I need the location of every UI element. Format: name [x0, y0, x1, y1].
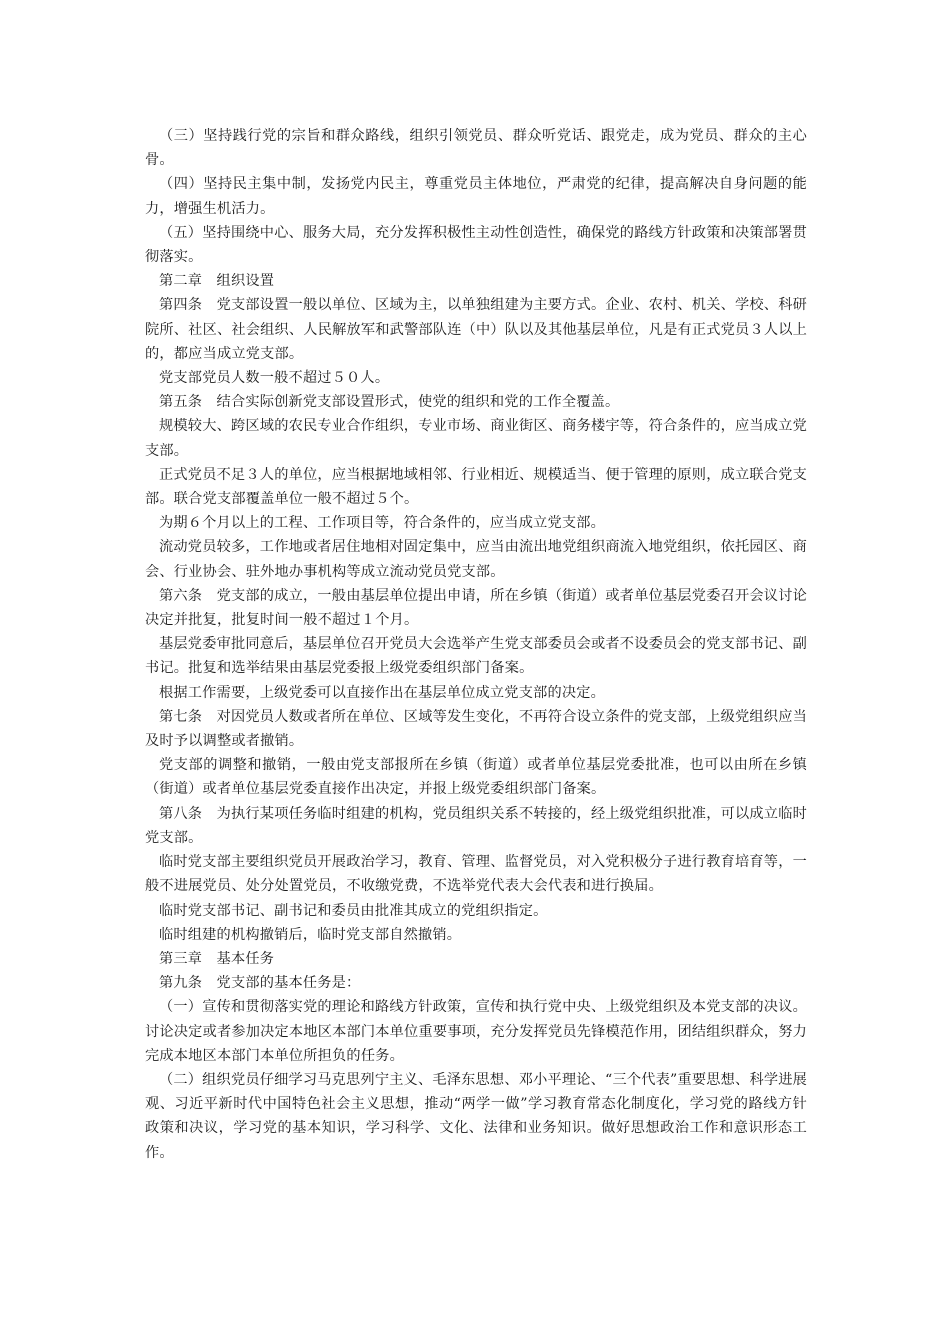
chapter-heading: 第二章 组织设置: [159, 273, 275, 290]
paragraph: 第六条 党支部的成立，一般由基层单位提出申请，所在乡镇（街道）或者单位基层党委召开会议讨论决定并批复，批复时间一般不超过１个月。: [145, 587, 807, 629]
paragraph: 根据工作需要，上级党委可以直接作出在基层单位成立党支部的决定。: [159, 684, 606, 701]
paragraph: （三）坚持践行党的宗旨和群众路线，组织引领党员、群众听党话、跟党走，成为党员、群众的主心骨。: [145, 128, 807, 169]
paragraph: 基层党委审批同意后，基层单位召开党员大会选举产生党支部委员会或者不设委员会的党支部书记、副书记。批复和选举结果由基层党委报上级党委组织部门备案。: [145, 636, 807, 677]
paragraph: （二）组织党员仔细学习马克思列宁主义、毛泽东思想、邓小平理论、“三个代表”重要思想、科学进展观、习近平新时代中国特色社会主义思想，推动“两学一做”学习教育常态化制度化，学习党的路线方针政策和决议，学习党的基本知识，学习科学、文化、法律和业务知识。做好思想政治工作和意识形态工作。: [145, 1071, 807, 1161]
paragraph: 临时党支部主要组织党员开展政治学习，教育、管理、监督党员，对入党积极分子进行教育培育等，一般不进展党员、处分处置党员，不收缴党费，不选举党代表大会代表和进行换届。: [145, 854, 807, 895]
paragraph: 流动党员较多，工作地或者居住地相对固定集中，应当由流出地党组织商流入地党组织，依托园区、商会、行业协会、驻外地办事机构等成立流动党员党支部。: [145, 539, 807, 580]
paragraph: （四）坚持民主集中制，发扬党内民主，尊重党员主体地位，严肃党的纪律，提高解决自身问题的能力，增强生机活力。: [145, 176, 807, 217]
paragraph: 党支部的调整和撤销，一般由党支部报所在乡镇（街道）或者单位基层党委批准，也可以由所在乡镇（街道）或者单位基层党委直接作出决定，并报上级党委组织部门备案。: [145, 757, 807, 798]
paragraph: 临时党支部书记、副书记和委员由批准其成立的党组织指定。: [159, 902, 548, 919]
paragraph: 第五条 结合实际创新党支部设置形式，使党的组织和党的工作全覆盖。: [159, 394, 620, 411]
paragraph: （五）坚持围绕中心、服务大局，充分发挥积极性主动性创造性，确保党的路线方针政策和决策部署贯彻落实。: [145, 224, 807, 266]
document-body: [145, 124, 807, 1165]
paragraph: 第四条 党支部设置一般以单位、区域为主，以单独组建为主要方式。企业、农村、机关、学校、科研院所、社区、社会组织、人民解放军和武警部队连（中）队以及其他基层单位，凡是有正式党员３人以上的，都应当成立党支部。: [145, 297, 807, 362]
chapter-heading: 第三章 基本任务: [159, 950, 275, 967]
paragraph: 第七条 对因党员人数或者所在单位、区域等发生变化，不再符合设立条件的党支部，上级党组织应当及时予以调整或者撤销。: [145, 708, 807, 750]
paragraph: 规模较大、跨区域的农民专业合作组织，专业市场、商业街区、商务楼宇等，符合条件的，应当成立党支部。: [145, 418, 807, 459]
paragraph: 第九条 党支部的基本任务是：: [159, 975, 361, 992]
paragraph: 正式党员不足３人的单位，应当根据地域相邻、行业相近、规模适当、便于管理的原则，成立联合党支部。联合党支部覆盖单位一般不超过５个。: [145, 466, 807, 508]
paragraph: （一）宣传和贯彻落实党的理论和路线方针政策，宣传和执行党中央、上级党组织及本党支部的决议。讨论决定或者参加决定本地区本部门本单位重要事项，充分发挥党员先锋模范作用，团结组织群众，努力完成本地区本部门本单位所担负的任务。: [145, 999, 807, 1064]
paragraph: 第八条 为执行某项任务临时组建的机构，党员组织关系不转接的，经上级党组织批准，可以成立临时党支部。: [145, 805, 807, 846]
paragraph: 临时组建的机构撤销后，临时党支部自然撤销。: [159, 926, 462, 943]
paragraph: 党支部党员人数一般不超过５０人。: [159, 370, 390, 387]
paragraph: 为期６个月以上的工程、工作项目等，符合条件的，应当成立党支部。: [159, 515, 606, 532]
